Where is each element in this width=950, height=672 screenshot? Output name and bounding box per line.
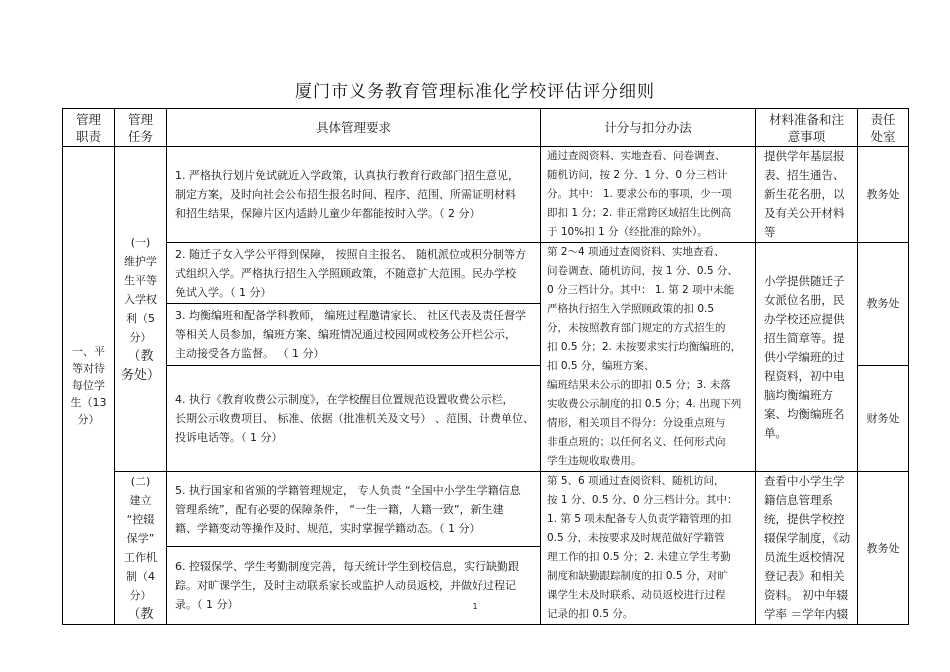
scoring-1: 通过查阅资料、实地查看、问卷调查、 随机访问，按 2 分、1 分、0 分三档计 分。其中： 1. 要求公布的事项，少一项 即扣 1 分；2. 非正常跨区域招生比例高 于 10%扣 1 分（经批准的除外）。 bbox=[541, 147, 756, 243]
scoring-2: 第 2～4 项通过查阅资料、实地查看、 问卷调查、随机访问，按 1 分、0.5 分、 0 分三档计分。其中： 1. 第 2 项中未能 严格执行招生入学照顾政策的扣 0.5 分，未按照教育部门规定的方式招生的 扣 0.5 分；2. 未按要求实行均衡编班的， 扣 0.5 分，编班方案、 编班结果未公示的即扣 0.5 分；3. 未落 实收费公示制度的扣 0.5 分；4. 出现下列 情形，相关项目不得分：分设重点班与 非重点班的；以任何名义、任何形式向 学生违规收取费用。 bbox=[541, 243, 756, 472]
office-3: 财务处 bbox=[858, 365, 909, 471]
duty-cell: 一、平 等对待 每位学 生（13 分） bbox=[63, 147, 115, 625]
task-1-label: (一) 维护学 生平等 入学权 利（5 分） bbox=[124, 236, 157, 344]
header-task: 管理 任务 bbox=[115, 109, 167, 147]
materials-2: 小学提供随迁子 女派位名册，民 办学校还应提供 招生简章等。提 供小学编班的过 程资料，初中电 脑均衡编班方 案、均衡编班名 单。 bbox=[756, 243, 858, 472]
materials-3: 查看中小学生学 籍信息管理系 统，提供学校控 辍保学制度，《动 员流生返校情况 登记表》和相关 资料。 初中年辍 学率 ＝学年内辍 bbox=[756, 472, 858, 625]
header-duty: 管理 职责 bbox=[63, 109, 115, 147]
requirement-3: 3. 均衡编班和配备学科教师， 编班过程邀请家长、 社区代表及责任督学 等相关人员参加，编班方案、编班情况通过校园网或校务公开栏公示， 主动接受各方监督。 （ 1 分） bbox=[167, 304, 541, 365]
header-materials: 材料准备和注 意事项 bbox=[756, 109, 858, 147]
header-requirement: 具体管理要求 bbox=[167, 109, 541, 147]
header-scoring: 计分与扣分办法 bbox=[541, 109, 756, 147]
requirement-2: 2. 随迁子女入学公平得到保障， 按照自主报名、 随机派位或积分制等方 式组织入学。严格执行招生入学照顾政策，不随意扩大范围。民办学校 免试入学。（ 1 分） bbox=[167, 243, 541, 304]
task-2-tail: （教 bbox=[127, 607, 154, 622]
task-cell-1 bbox=[115, 147, 167, 472]
page-number: 1 bbox=[472, 602, 478, 611]
task-2-label: (二) 建立 “控辍 保学” 工作机 制（4 分） bbox=[124, 475, 157, 602]
table-row bbox=[63, 147, 909, 243]
requirement-6: 6. 控辍保学、学生考勤制度完善，每天统计学生到校信息，实行缺勤跟 踪。对旷课学生，及时主动联系家长或监护人动员返校，并做好过程记 录。（ 1 分） bbox=[167, 547, 541, 625]
task-1-tail: （教 务处） bbox=[120, 349, 160, 383]
table-row bbox=[63, 243, 909, 304]
office-4: 教务处 bbox=[858, 472, 909, 625]
requirement-1: 1. 严格执行划片免试就近入学政策，认真执行教育行政部门招生意见， 制定方案，及时向社会公布招生报名时间、程序、范围、所需证明材料 和招生结果，保障片区内适龄儿童少年都能按时入学。（ 2 分） bbox=[167, 147, 541, 243]
page-title: 厦门市义务教育管理标准化学校评估评分细则 bbox=[295, 82, 655, 102]
requirement-4: 4. 执行《教育收费公示制度》，在学校醒目位置规范设置收费公示栏， 长期公示收费项目、 标准、依据（批准机关及文号） 、范围、计费单位、 投诉电话等。（ 1 分） bbox=[167, 365, 541, 471]
header-office: 责任 处室 bbox=[858, 109, 909, 147]
table-row bbox=[63, 472, 909, 547]
office-1: 教务处 bbox=[858, 147, 909, 243]
evaluation-table bbox=[62, 108, 909, 625]
materials-1: 提供学年基层报 表、招生通告、 新生花名册，以 及有关公开材料 等 bbox=[756, 147, 858, 243]
office-2: 教务处 bbox=[858, 243, 909, 366]
scoring-3: 第 5、6 项通过查阅资料、随机访问， 按 1 分、0.5 分、0 分三档计分。其中： 1. 第 5 项未配备专人负责学籍管理的扣 0.5 分，未按要求及时规范做好学籍管 理工作的扣 0.5 分；2. 未建立学生考勤 制度和缺勤跟踪制度的扣 0.5 分，对旷 课学生未及时联系、动员返校进行过程 记录的扣 0.5 分。 bbox=[541, 472, 756, 625]
header-row bbox=[63, 109, 909, 147]
requirement-5: 5. 执行国家和省颁的学籍管理规定， 专人负责 “全国中小学生学籍信息 管理系统”，配有必要的保障条件， “一生一籍，人籍一致”，新生建 籍、学籍变动等操作及时、规范，实时掌握学籍动态。（ 1 分） bbox=[167, 472, 541, 547]
